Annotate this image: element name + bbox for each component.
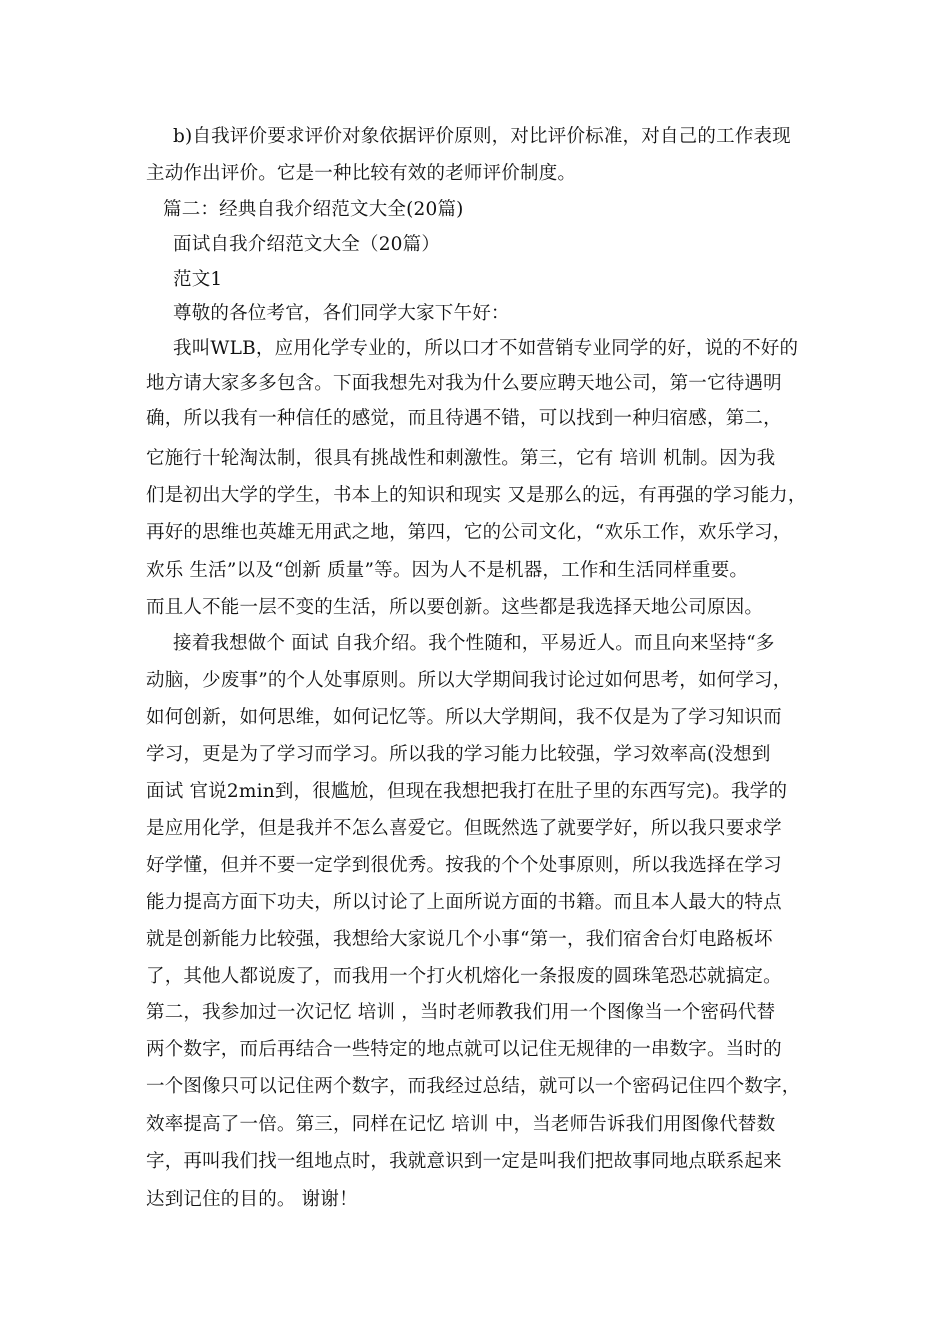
text-line: 们是初出大学的学生，书本上的知识和现实 又是那么的远，有再强的学习能力， xyxy=(146,485,807,506)
text-line: 它施行十轮淘汰制，很具有挑战性和刺激性。第三，它有 培训 机制。因为我 xyxy=(146,448,776,469)
greeting-line: 尊敬的各位考官，各们同学大家下午好： xyxy=(173,303,510,324)
article-title: 面试自我介绍范文大全（20篇） xyxy=(173,234,441,255)
text-line: 面试 官说2min到，很尴尬，但现在我想把我打在肚子里的东西写完)。我学的 xyxy=(146,781,788,802)
text-line: 能力提高方面下功夫，所以讨论了上面所说方面的书籍。而且本人最大的特点 xyxy=(146,892,782,913)
section-heading: 篇二：经典自我介绍范文大全(20篇) xyxy=(163,199,464,220)
text-line: 接着我想做个 面试 自我介绍。我个性随和，平易近人。而且向来坚持“多 xyxy=(173,633,775,654)
text-line: 效率提高了一倍。第三，同样在记忆 培训 中，当老师告诉我们用图像代替数 xyxy=(146,1114,776,1135)
text-line: 学习，更是为了学习而学习。所以我的学习能力比较强，学习效率高(没想到 xyxy=(146,744,771,765)
text-line: 是应用化学，但是我并不怎么喜爱它。但既然选了就要学好，所以我只要求学 xyxy=(146,818,782,839)
text-line: 欢乐 生活”以及“创新 质量”等。因为人不是机器，工作和生活同样重要。 xyxy=(146,560,749,581)
text-line: 动脑，少废事”的个人处事原则。所以大学期间我讨论过如何思考，如何学习， xyxy=(146,670,792,691)
text-line: 确，所以我有一种信任的感觉，而且待遇不错，可以找到一种归宿感，第二， xyxy=(146,408,782,429)
text-line: 主动作出评价。它是一种比较有效的老师评价制度。 xyxy=(146,163,577,184)
text-line: b)自我评价要求评价对象依据评价原则，对比评价标准，对自己的工作表现 xyxy=(173,126,791,147)
text-line: 地方请大家多多包含。下面我想先对我为什么要应聘天地公司，第一它待遇明 xyxy=(146,373,782,394)
text-line: 而且人不能一层不变的生活，所以要创新。这些都是我选择天地公司原因。 xyxy=(146,597,764,618)
text-line: 我叫WLB，应用化学专业的，所以口才不如营销专业同学的好，说的不好的 xyxy=(173,338,799,359)
text-line: 再好的思维也英雄无用武之地，第四，它的公司文化，“欢乐工作，欢乐学习， xyxy=(146,522,792,543)
text-line: 了，其他人都说废了，而我用一个打火机熔化一条报废的圆珠笔恐芯就搞定。 xyxy=(146,966,782,987)
text-line: 两个数字，而后再结合一些特定的地点就可以记住无规律的一串数字。当时的 xyxy=(146,1039,782,1060)
text-line: 就是创新能力比较强，我想给大家说几个小事“第一，我们宿舍台灯电路板坏 xyxy=(146,929,773,950)
text-line: 一个图像只可以记住两个数字，而我经过总结，就可以一个密码记住四个数字， xyxy=(146,1076,801,1097)
subheading: 范文1 xyxy=(173,269,223,290)
text-line: 好学懂，但并不要一定学到很优秀。按我的个个处事原则，所以我选择在学习 xyxy=(146,855,782,876)
text-line: 第二，我参加过一次记忆 培训 ，当时老师教我们用一个图像当一个密码代替 xyxy=(146,1002,776,1023)
text-line: 达到记住的目的。 谢谢！ xyxy=(146,1189,358,1210)
text-line: 如何创新，如何思维，如何记忆等。所以大学期间，我不仅是为了学习知识而 xyxy=(146,707,782,728)
text-line: 字，再叫我们找一组地点时，我就意识到一定是叫我们把故事同地点联系起来 xyxy=(146,1151,782,1172)
